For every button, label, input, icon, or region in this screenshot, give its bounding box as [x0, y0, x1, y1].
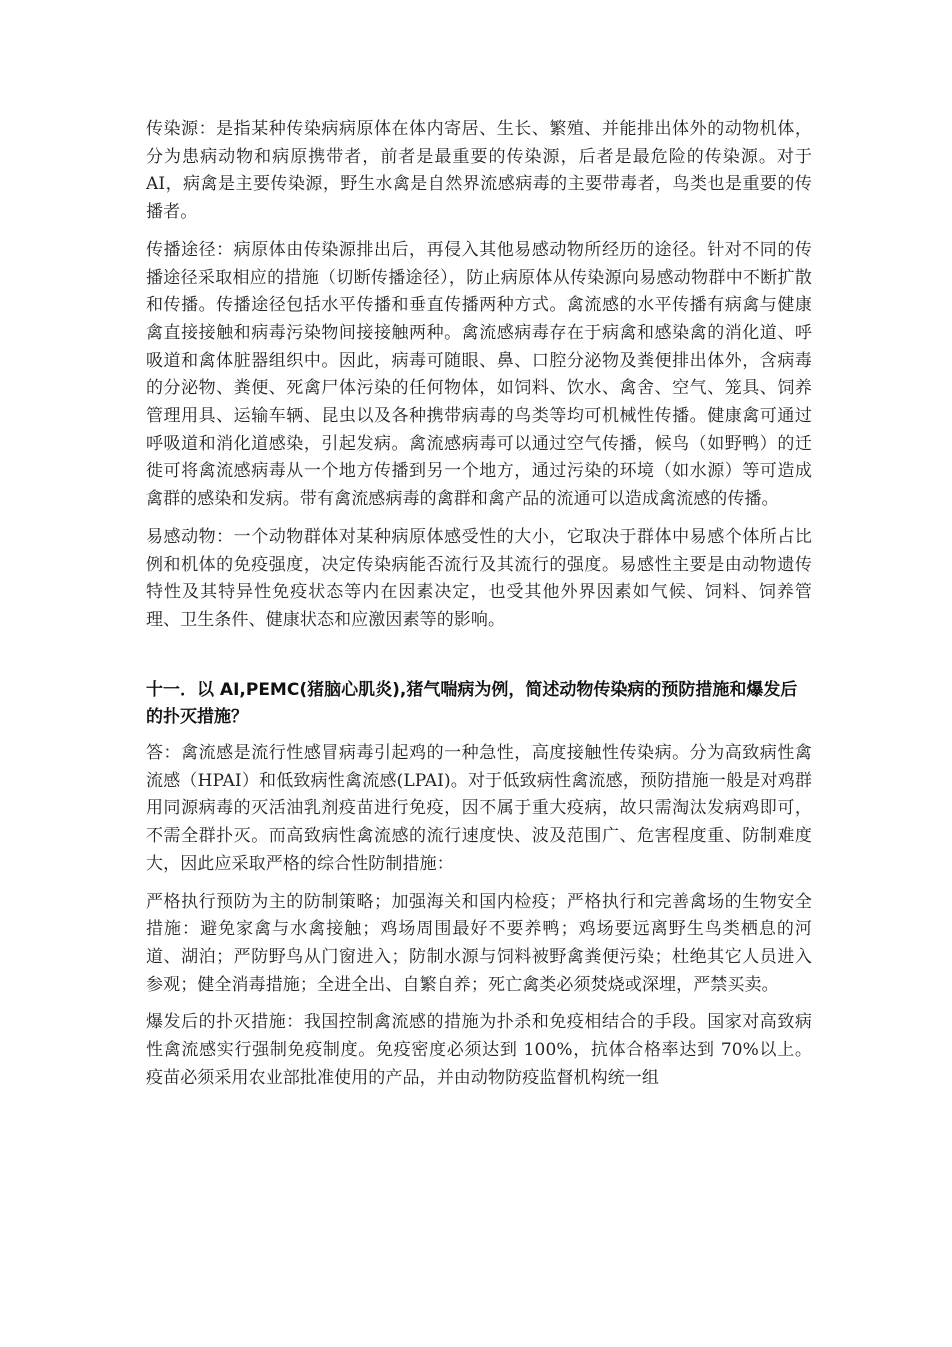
- section-spacer: [146, 645, 812, 677]
- paragraph-answer-intro: 答：禽流感是流行性感冒病毒引起鸡的一种急性，高度接触性传染病。分为高致病性禽流感（HPAI）和低致病性禽流感(LPAI)。对于低致病性禽流感，预防措施一般是对鸡群用同源病毒的灭活油乳剂疫苗进行免疫，因不属于重大疫病，故只需淘汰发病鸡即可，不需全群扑灭。而高致病性禽流感的流行速度快、波及范围广、危害程度重、防制难度大，因此应采取严格的综合性防制措施：: [146, 743, 812, 874]
- document-page: [146, 116, 812, 1103]
- paragraph-susceptible-animals: 易感动物：一个动物群体对某种病原体感受性的大小，它取决于群体中易感个体所占比例和机体的免疫强度，决定传染病能否流行及其流行的强度。易感性主要是由动物遗传特性及其特异性免疫状态等内在因素决定，也受其他外界因素如气候、饲料、饲养管理、卫生条件、健康状态和应激因素等的影响。: [146, 526, 812, 630]
- paragraph-infection-source: 传染源：是指某种传染病病原体在体内寄居、生长、繁殖、并能排出体外的动物机体，分为患病动物和病原携带者，前者是最重要的传染源，后者是最危险的传染源。对于AI，病禽是主要传染源，野生水禽是自然界流感病毒的主要带毒者，鸟类也是重要的传播者。: [146, 119, 812, 223]
- paragraph-prevention-measures: 严格执行预防为主的防制策略；加强海关和国内检疫；严格执行和完善禽场的生物安全措施：避免家禽与水禽接触；鸡场周围最好不要养鸭；鸡场要远离野生鸟类栖息的河道、湖泊；严防野鸟从门窗进入；防制水源与饲料被野禽粪便污染；杜绝其它人员进入参观；健全消毒措施；全进全出、自繁自养；死亡禽类必须焚烧或深埋，严禁买卖。: [146, 891, 812, 995]
- section-heading-11: 十一．以 AI,PEMC(猪脑心肌炎),猪气喘病为例，简述动物传染病的预防措施和爆发后的扑灭措施？: [146, 679, 798, 728]
- paragraph-transmission-route: 传播途径：病原体由传染源排出后，再侵入其他易感动物所经历的途径。针对不同的传播途径采取相应的措施（切断传播途径），防止病原体从传染源向易感动物群中不断扩散和传播。传播途径包括水平传播和垂直传播两种方式。禽流感的水平传播有病禽与健康禽直接接触和病毒污染物间接接触两种。禽流感病毒存在于病禽和感染禽的消化道、呼吸道和禽体脏器组织中。因此，病毒可随眼、鼻、口腔分泌物及粪便排出体外，含病毒的分泌物、粪便、死禽尸体污染的任何物体，如饲料、饮水、禽舍、空气、笼具、饲养管理用具、运输车辆、昆虫以及各种携带病毒的鸟类等均可机械性传播。健康禽可通过呼吸道和消化道感染，引起发病。禽流感病毒可以通过空气传播，候鸟（如野鸭）的迁徙可将禽流感病毒从一个地方传播到另一个地方，通过污染的环境（如水源）等可造成禽群的感染和发病。带有禽流感病毒的禽群和禽产品的流通可以造成禽流感的传播。: [146, 239, 812, 510]
- paragraph-outbreak-measures: 爆发后的扑灭措施：我国控制禽流感的措施为扑杀和免疫相结合的手段。国家对高致病性禽流感实行强制免疫制度。免疫密度必须达到 100%，抗体合格率达到 70%以上。 疫苗必须采用农业部批准使用的产品，并由动物防疫监督机构统一组: [146, 1012, 812, 1088]
